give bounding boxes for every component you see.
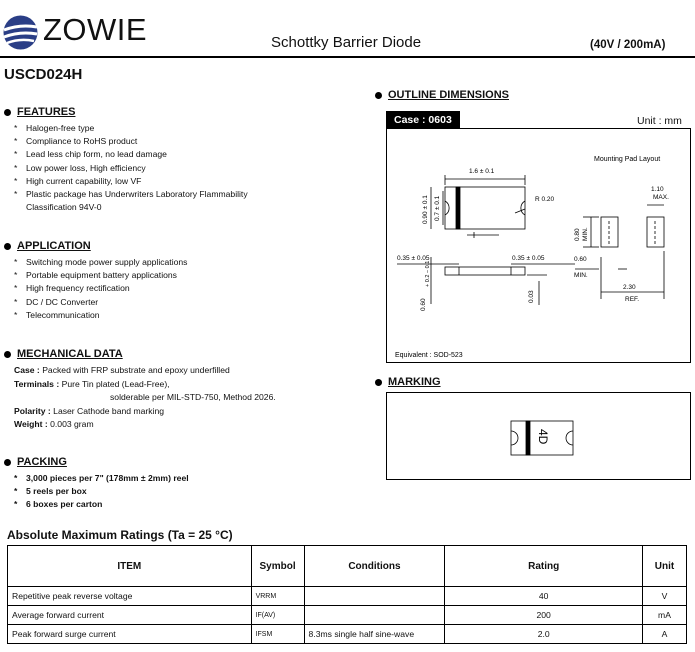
list-item: * Telecommunication — [14, 309, 100, 320]
header-divider — [0, 56, 695, 58]
table-row: Peak forward surge current IFSM 8.3ms single half sine-wave 2.0 A — [8, 625, 687, 644]
packing-list — [14, 472, 314, 512]
pad-width: 1.10 — [651, 186, 664, 193]
marking-drawing — [387, 393, 692, 481]
pad-total: 2.30 — [623, 284, 636, 291]
dim-height: 0.60 — [420, 298, 427, 311]
col-symbol: Symbol — [251, 546, 304, 587]
mechanical-heading: MECHANICAL DATA — [4, 348, 123, 360]
pad-height: 0.80 — [574, 228, 581, 241]
part-number: USCD024H — [4, 66, 83, 83]
brand-name: ZOWIE — [43, 12, 148, 47]
dim-width-outer: 0.90 ± 0.1 — [422, 195, 429, 224]
marking-cathode-band — [526, 421, 530, 455]
pad-height-note: MIN. — [582, 227, 589, 241]
dim-width-inner: 0.7 ± 0.1 — [434, 195, 441, 221]
bullet-icon — [4, 109, 11, 116]
dim-length: 1.6 ± 0.1 — [469, 168, 495, 175]
outline-heading: OUTLINE DIMENSIONS — [375, 89, 509, 101]
list-item: * Switching mode power supply applications — [14, 257, 188, 267]
right-notch — [521, 201, 525, 215]
list-item: * High frequency rectification — [14, 283, 130, 294]
application-list — [14, 256, 284, 322]
bullet-icon — [4, 351, 11, 358]
cathode-band — [456, 187, 460, 229]
list-item: * 5 reels per box — [14, 486, 87, 497]
table-header-row — [8, 546, 687, 587]
list-item: * High current capability, low VF — [14, 175, 142, 186]
packing-heading: PACKING — [4, 456, 67, 468]
outline-drawing — [387, 129, 692, 364]
list-item: * Plastic package has Underwriters Laboratory Flammability Classification 94V-0 — [14, 189, 248, 213]
bullet-icon — [4, 459, 11, 466]
bullet-icon — [375, 379, 382, 386]
dim-term-right: 0.35 ± 0.05 — [512, 255, 545, 262]
dim-side: 0.03 — [528, 290, 535, 303]
rating-range: (40V / 200mA) — [590, 39, 666, 51]
col-rating: Rating — [445, 546, 643, 587]
list-item: * Halogen-free type — [14, 123, 95, 133]
pad-gap-note: MIN. — [574, 272, 588, 279]
mech-case: Case : Packed with FRP substrate and epoxy underfilled — [14, 365, 230, 375]
mech-weight: Weight : 0.003 gram — [14, 419, 94, 429]
pad-left — [601, 217, 618, 247]
company-logo — [2, 14, 39, 51]
pad-right — [647, 217, 664, 247]
mech-polarity: Polarity : Laser Cathode band marking — [14, 405, 165, 416]
marking-heading: MARKING — [375, 376, 441, 388]
list-item: * Lead less chip form, no lead damage — [14, 149, 167, 160]
list-item: * 6 boxes per carton — [14, 499, 103, 510]
table-row: Repetitive peak reverse voltage VRRM 40 V — [8, 587, 687, 606]
ratings-table — [7, 545, 687, 644]
list-item: * Low power loss, High efficiency — [14, 162, 146, 173]
list-item: * Compliance to RoHS product — [14, 136, 138, 147]
marking-code: 4D — [536, 429, 550, 445]
features-list — [14, 122, 284, 214]
list-item: * Portable equipment battery applications — [14, 270, 177, 281]
equivalent-label: Equivalent : SOD-523 — [395, 352, 463, 359]
features-heading: FEATURES — [4, 106, 75, 118]
mech-terminals: Terminals : Pure Tin plated (Lead-Free), — [14, 378, 170, 389]
bullet-icon — [4, 243, 11, 250]
mounting-pad-label: Mounting Pad Layout — [594, 156, 661, 163]
document-title: Schottky Barrier Diode — [271, 34, 422, 51]
pad-width-note: MAX. — [653, 194, 669, 201]
dim-height-tol: + 0.2 − 0.1 — [425, 260, 431, 287]
col-conditions: Conditions — [304, 546, 445, 587]
ratings-title: Absolute Maximum Ratings (Ta = 25 °C) — [7, 528, 233, 542]
list-item: * DC / DC Converter — [14, 296, 99, 307]
marking-box — [386, 392, 691, 480]
pad-gap: 0.60 — [574, 256, 587, 263]
outline-drawing-box — [386, 128, 691, 363]
mechanical-data — [14, 364, 314, 432]
col-item: ITEM — [8, 546, 252, 587]
dim-radius: R 0.20 — [535, 196, 555, 203]
dim-term-left: 0.35 ± 0.05 — [397, 255, 430, 262]
mech-terminals-2: solderable per MIL-STD-750, Method 2026. — [110, 392, 276, 402]
table-row: Average forward current IF(AV) 200 mA — [8, 606, 687, 625]
list-item: * 3,000 pieces per 7" (178mm ± 2mm) reel — [14, 473, 189, 483]
left-notch — [445, 201, 449, 215]
chip-side-view — [445, 267, 525, 275]
case-tag: Case : 0603 — [386, 111, 460, 129]
zowie-globe-icon — [2, 14, 39, 51]
col-unit: Unit — [642, 546, 686, 587]
unit-label: Unit : mm — [637, 115, 682, 127]
pad-total-note: REF. — [625, 296, 640, 303]
bullet-icon — [375, 92, 382, 99]
application-heading: APPLICATION — [4, 240, 91, 252]
